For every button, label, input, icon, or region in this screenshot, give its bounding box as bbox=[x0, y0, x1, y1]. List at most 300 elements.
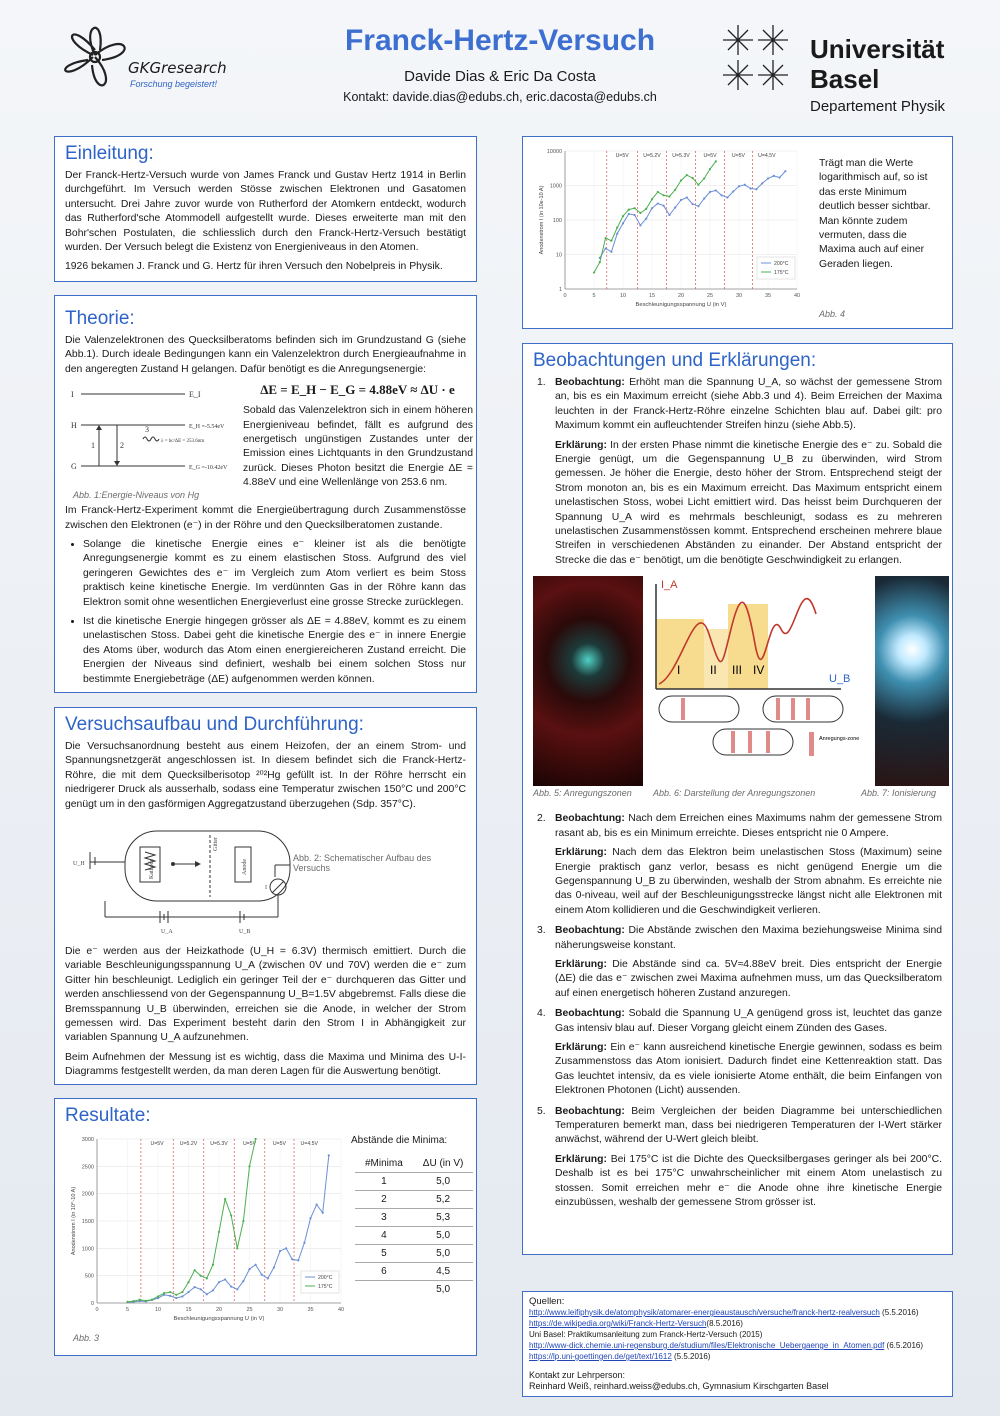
x-axis-label: Beschleunigungsspannung U (in V) bbox=[635, 302, 727, 308]
source-line bbox=[529, 1307, 946, 1318]
data-point bbox=[744, 184, 746, 186]
source-line bbox=[529, 1351, 946, 1362]
interval-annotation: U=5V bbox=[731, 153, 745, 159]
data-point bbox=[212, 1264, 214, 1266]
data-point bbox=[721, 194, 723, 196]
item-number: 4. bbox=[537, 1008, 546, 1020]
figure-caption: Abb. 5: Anregungszonen bbox=[533, 788, 632, 799]
table-cell: 5,2 bbox=[413, 1191, 474, 1209]
paragraph: 1926 bekamen J. Franck und G. Hertz für ihren Versuch den Nobelpreis in Physik. bbox=[65, 261, 443, 273]
legend-label: 200°C bbox=[774, 261, 789, 267]
table-row bbox=[355, 1263, 473, 1281]
item-number: 1. bbox=[537, 377, 546, 388]
table-cell: 2 bbox=[355, 1191, 413, 1209]
section-aufbau bbox=[54, 707, 477, 1085]
data-point bbox=[639, 224, 641, 226]
obs-label: Beobachtung: bbox=[555, 813, 625, 825]
list-item bbox=[533, 1007, 942, 1098]
figure-caption: Abb. 4 bbox=[819, 309, 846, 319]
unibas-line1: Universität bbox=[810, 34, 945, 64]
obs-label: Beobachtung: bbox=[555, 925, 625, 937]
data-point bbox=[622, 215, 624, 217]
x-tick-label: 5 bbox=[125, 1307, 130, 1313]
chart-linear-svg bbox=[67, 1133, 349, 1333]
data-point bbox=[599, 261, 601, 263]
erk-text: Die Abstände sind ca. 5V≈4.88eV breit. Dies entspricht der Energie (ΔE) die das e⁻ zwischen zwei Maxima aufnehmen muss, um das Quecksilberatom auf einen energetisch höheren Zustand anzuregen. bbox=[555, 958, 942, 999]
table-cell: 4,5 bbox=[413, 1263, 474, 1281]
data-point bbox=[212, 1289, 214, 1291]
y-tick-label: 500 bbox=[84, 1273, 94, 1280]
data-point bbox=[248, 1268, 250, 1270]
x-tick-label: 15 bbox=[185, 1307, 192, 1313]
data-point bbox=[169, 1291, 171, 1293]
logo-name: GKGresearch bbox=[128, 59, 227, 77]
data-point bbox=[175, 1294, 177, 1296]
obs-label: Beobachtung: bbox=[555, 377, 625, 388]
section-title: Einleitung: bbox=[65, 143, 154, 164]
source-line bbox=[529, 1340, 946, 1351]
paragraph: Sobald das Valenzelektron sich in einem höheren Energieniveau befindet, fällt es aufgrund des energetisch ungünstigen Zustandes unter der Emission eines Lichtquants in den Grundzustand zurück. Dieses Photon besitzt die Energie ΔE = 4.88eV und eine Wellenlänge von 253.6 nm. bbox=[243, 405, 473, 489]
data-point bbox=[309, 1217, 311, 1219]
data-point bbox=[218, 1231, 220, 1233]
data-point bbox=[236, 1247, 238, 1249]
obs-text: Sobald die Spannung U_A genügend gross ist, leuchtet das ganze Gas intensiv blau auf. Dieser Vorgang gleicht einem Zünden des Gases. bbox=[555, 1008, 942, 1034]
data-point bbox=[157, 1295, 159, 1297]
erk-label: Erklärung: bbox=[555, 958, 607, 970]
table-cell bbox=[355, 1281, 413, 1299]
section-title: Beobachtungen und Erklärungen: bbox=[533, 350, 817, 371]
data-point bbox=[605, 247, 607, 249]
data-point bbox=[605, 237, 607, 239]
source-date: (5.5.2016) bbox=[671, 1352, 711, 1361]
legend-label: 175°C bbox=[774, 270, 789, 276]
data-point bbox=[230, 1286, 232, 1288]
i-label: I bbox=[265, 885, 267, 892]
obs-text: Erhöht man die Spannung U_A, so wächst der gemessene Strom an, bis es ein Maximum erreicht (siehe Abb.3 und 4). Beim Erreichen der Maxima leuchten in der Franck-Hertz-Röhre einzelne Schichten blau auf. Dabei gilt: pro Maximum kommt ein aufleuchtender Streifen hinzu (siehe Abb.5). bbox=[555, 377, 943, 432]
data-point bbox=[628, 213, 630, 215]
paragraph: Trägt man die Werte logarithmisch auf, so ist das erste Minimum deutlich besser sichtbar. Man könnte zudem vermuten, dass die Maxima auch auf einer Geraden liegen. bbox=[819, 158, 931, 270]
table-cell: 5,0 bbox=[436, 1284, 451, 1295]
item-number: 5. bbox=[537, 1105, 546, 1117]
erk-label: Erklärung: bbox=[555, 1153, 607, 1165]
list-item bbox=[533, 924, 942, 1001]
figure-caption: Abb. 6: Darstellung der Anregungszonen bbox=[653, 788, 816, 799]
logo-tagline: Forschung begeistert! bbox=[130, 79, 218, 89]
table-cell: 5,3 bbox=[413, 1209, 474, 1227]
y-tick-label: 10 bbox=[555, 252, 562, 259]
erk-text: Nach dem das Elektron beim unelastischen Stoss (Maximum) seine Energie praktisch ganz verlor, besass es nicht genügend Energie um die Gegenspannung U_B zu überwinden, weshalb der Strom abnahm. Es erreichte nie das 0-niveau, weil auf der Beschleunigungsstrecke längst nicht alle Elektronen mit einem Atom kollidieren und die Geschwindigkeit verlieren. bbox=[555, 847, 943, 916]
contact-title: Kontakt zur Lehrperson: bbox=[529, 1370, 626, 1380]
data-point bbox=[732, 190, 734, 192]
data-point bbox=[230, 1214, 232, 1216]
table-cell: 3 bbox=[355, 1209, 413, 1227]
data-point bbox=[645, 208, 647, 210]
list-item: • Solange die kinetische Energie eines e⁻ kleiner ist als die benötigte Anregungsenergie kommt es zu einem elastischen Stoss. Aufgrund des viel geringeren Gewichtes des e⁻ im Vergleich zum Atom verliert es beim Stoss praktisch keine kinetische Energie. Im verdünnten Gas in der Röhre kann das Elektron somit ohne wesentlichen Energieverlust eine grosse Strecke zurücklegen. bbox=[83, 538, 466, 610]
x-tick-label: 30 bbox=[735, 293, 743, 299]
data-point bbox=[187, 1281, 189, 1283]
photo-anregungszonen bbox=[533, 576, 643, 786]
x-tick-label: 40 bbox=[793, 293, 801, 299]
paragraph: Die e⁻ werden aus der Heizkathode (U_H = 6.3V) thermisch emittiert. Durch die variable Beschleunigungsspannung U_A (zwischen 0V und 70V) werden die e⁻ zum Gitter hin beschleunigt. Lediglich ein geringer Teil der e⁻ durchqueren das Gitter und werden anschliessend von der Gegenspannung U_B=1.5V abgebremst. Falls diese die Bremsspannung U_B überwinden, erreichen sie die Anode, in welcher der Strom gemessen wird. Das Experiment besteht darin den Strom I in Abhängigkeit zur variablen Spannung U_A aufzunehmen. bbox=[65, 946, 466, 1044]
paragraph: Die Valenzelektronen des Quecksilberatoms befinden sich im Grundzustand G (siehe Abb.1). Durch ideale Bedingungen kann ein Valenzelektron durch Energieaufnahme in den angeregten Zustand H gelangen. Dafür benötigt es die Anregungsenergie: bbox=[65, 335, 466, 375]
series-line bbox=[128, 1139, 256, 1302]
data-point bbox=[610, 240, 612, 242]
data-point bbox=[668, 214, 670, 216]
item-number: 2. bbox=[537, 813, 546, 825]
y-tick-label: 1500 bbox=[81, 1219, 94, 1225]
data-point bbox=[285, 1247, 287, 1249]
data-point bbox=[303, 1242, 305, 1244]
x-tick-label: 35 bbox=[764, 293, 772, 299]
data-point bbox=[703, 197, 705, 199]
anode-label: Anode bbox=[242, 859, 248, 876]
section-theorie bbox=[54, 295, 477, 693]
data-point bbox=[255, 1138, 257, 1140]
interval-annotation: U=5.3V bbox=[672, 153, 690, 159]
data-point bbox=[261, 1273, 263, 1275]
arrow-2: 2 bbox=[120, 441, 124, 451]
data-point bbox=[651, 198, 653, 200]
setup-schematic bbox=[65, 817, 466, 945]
data-point bbox=[634, 207, 636, 209]
paragraph: Die Versuchsanordnung besteht aus einem Heizofen, der an einem Strom- und Spannungsnetzgerät angeschlossen ist. In diesem befindet sich die Franck-Hertz-Röhre, die mit dem Quecksilberisotop ²⁰²Hg gefüllt ist. In der Röhre herrscht ein niedrigerer Druck als ausserhalb, sodass eine Temperatur zwischen 150°C und 200°C genügt um in den gasförmigen Aggregatzustand überzugehen (Sdp. 357°C). bbox=[65, 741, 466, 810]
data-point bbox=[761, 182, 763, 184]
minima-table-title: Abstände die Minima: bbox=[351, 1135, 448, 1146]
zone-label: Anregungs-zone bbox=[819, 736, 860, 743]
photo-ionisierung bbox=[875, 576, 949, 786]
y-axis-label: Anodenstrom I (in 10e-10 A) bbox=[539, 185, 545, 255]
data-point bbox=[738, 185, 740, 187]
data-point bbox=[651, 207, 653, 209]
data-point bbox=[726, 196, 728, 198]
data-point bbox=[218, 1281, 220, 1283]
data-point bbox=[692, 177, 694, 179]
data-point bbox=[267, 1277, 269, 1279]
data-point bbox=[194, 1286, 196, 1288]
data-point bbox=[697, 184, 699, 186]
interval-annotation: U=5V bbox=[272, 1141, 286, 1147]
arrow-3: 3 bbox=[145, 425, 149, 435]
x-tick-label: 35 bbox=[307, 1307, 314, 1313]
paragraph: Der Franck-Hertz-Versuch wurde von James Franck und Gustav Hertz 1914 in Berlin durchgeführt. Im Versuch werden Stösse zwischen Elektronen und Gasatomen untersucht. Drei Jahre zuvor wurde von Rutherford der Atomkern entdeckt, wodurch das Rutherford'sche Atommodell aufgestellt wurde. Dieses erweiterte man mit den Bohr'schen Postulaten, die schliesslich durch den Franck-Hertz-Versuch bestätigt wurden. Der Versuch belegt die Existenz von Energieniveaus in den Atomen. bbox=[65, 170, 466, 254]
paragraph: Im Franck-Hertz-Experiment kommt die Energieübertragung durch Zusammenstösse zwischen den Elektronen (e⁻) in der Röhre und den Quecksilberatomen zustande. bbox=[65, 505, 466, 531]
x-tick-label: 5 bbox=[592, 293, 596, 299]
logo-unibas bbox=[718, 20, 988, 120]
x-tick-label: 25 bbox=[246, 1307, 253, 1313]
x-tick-label: 30 bbox=[276, 1307, 284, 1313]
data-point bbox=[224, 1198, 226, 1200]
data-point bbox=[194, 1269, 196, 1271]
department: Departement Physik bbox=[810, 98, 946, 115]
interval-annotation: U=4.5V bbox=[300, 1141, 319, 1147]
arrow-1: 1 bbox=[91, 441, 95, 451]
zone-III: III bbox=[732, 663, 743, 678]
level-H: H bbox=[71, 421, 77, 431]
kathode-label: Kathode bbox=[149, 858, 155, 880]
data-point bbox=[692, 203, 694, 205]
x-tick-label: 10 bbox=[619, 293, 627, 299]
data-point bbox=[663, 205, 665, 207]
data-point bbox=[709, 168, 711, 170]
data-point bbox=[322, 1212, 324, 1214]
legend-label: 200°C bbox=[318, 1275, 333, 1281]
data-point bbox=[187, 1291, 189, 1293]
list-item bbox=[533, 376, 942, 568]
erk-label: Erklärung: bbox=[555, 1041, 607, 1053]
observation-list bbox=[533, 812, 942, 1210]
data-point bbox=[639, 212, 641, 214]
section-resultate bbox=[54, 1098, 477, 1356]
data-point bbox=[668, 195, 670, 197]
table-cell: 5,0 bbox=[413, 1173, 474, 1191]
source-link[interactable]: https://lp.uni-goettingen.de/get/text/1612 bbox=[529, 1352, 672, 1361]
logo-gkg bbox=[50, 15, 230, 100]
ub-label: U_B bbox=[829, 673, 851, 686]
minima-table bbox=[355, 1155, 473, 1298]
data-point bbox=[248, 1165, 250, 1167]
y-tick-label: 100 bbox=[552, 218, 562, 224]
energy-level-figure bbox=[65, 382, 235, 504]
uh-label: U_H bbox=[73, 861, 85, 868]
section-abb4 bbox=[522, 136, 953, 329]
data-point bbox=[773, 175, 775, 177]
data-point bbox=[674, 206, 676, 208]
data-point bbox=[181, 1295, 183, 1297]
data-point bbox=[224, 1278, 226, 1280]
data-point bbox=[169, 1295, 171, 1297]
figure-caption: Abb. 3 bbox=[73, 1333, 100, 1343]
data-point bbox=[273, 1266, 275, 1268]
data-point bbox=[645, 217, 647, 219]
source-link[interactable]: http://www.leifiphysik.de/atomphysik/atomarer-energieaustausch/versuche/franck-hertz-realversuch bbox=[529, 1308, 880, 1317]
interval-annotation: U=5V bbox=[150, 1141, 164, 1147]
x-tick-label: 20 bbox=[215, 1307, 223, 1313]
obs-text: Die Abstände zwischen den Maxima beziehungsweise Minima sind näherungsweise konstant. bbox=[555, 925, 943, 951]
table-row bbox=[355, 1191, 473, 1209]
data-point bbox=[715, 160, 717, 162]
y-tick-label: 1000 bbox=[549, 183, 562, 190]
series-line bbox=[594, 161, 716, 272]
data-point bbox=[316, 1204, 318, 1206]
zone-II: II bbox=[710, 663, 717, 678]
erk-text: Bei 175°C ist die Dichte des Quecksilbergases geringer als bei 200°C. Deshalb ist es bei 175°C unwahrscheinlicher mit einem Atom unelastisch zu stossen. Somit erreichen mehr e⁻ die Anode ohne ihre kinetische Energie einzubüssen, weshalb der gemessene Strom grösser ist. bbox=[555, 1153, 942, 1209]
table-cell: 5 bbox=[355, 1245, 413, 1263]
contact: Kontakt: davide.dias@edubs.ch, eric.dacosta@edubs.ch bbox=[343, 90, 657, 104]
quellen-title: Quellen: bbox=[529, 1296, 565, 1307]
photon-label: λ = hc/ΔE = 253.6nm bbox=[161, 439, 205, 445]
item-number: 3. bbox=[537, 925, 546, 937]
data-point bbox=[145, 1300, 147, 1302]
figure-row bbox=[533, 574, 942, 804]
section-beobachtungen bbox=[522, 343, 953, 1255]
x-tick-label: 10 bbox=[154, 1307, 162, 1313]
data-point bbox=[686, 174, 688, 176]
erk-label: Erklärung: bbox=[555, 439, 607, 451]
data-point bbox=[715, 189, 717, 191]
data-point bbox=[200, 1275, 202, 1277]
source-link[interactable]: http://www-dick.chemie.uni-regensburg.de/studium/files/Elektronische_Uebergaenge_in_Atomen.pdf bbox=[529, 1341, 885, 1350]
ua-label: U_A bbox=[161, 929, 173, 936]
data-point bbox=[181, 1291, 183, 1293]
x-tick-label: 0 bbox=[563, 293, 567, 299]
source-line bbox=[529, 1329, 946, 1340]
source-date: (8.5.2016) bbox=[706, 1319, 743, 1328]
obs-text: Beim Vergleichen der beiden Diagramme bei unterschiedlichen Temperaturen bemerkt man, dass bei niedrigeren Temperaturen der I-Wert stärker anwächst, während der U-Wert gleich bleibt. bbox=[555, 1105, 943, 1146]
unibas-line2: Basel bbox=[810, 64, 880, 94]
table-cell: 1 bbox=[355, 1173, 413, 1191]
x-tick-label: 40 bbox=[337, 1307, 345, 1313]
data-point bbox=[242, 1280, 244, 1282]
x-axis-label: Beschleunigungsspannung U (in V) bbox=[173, 1316, 265, 1322]
teacher-contact: Reinhard Weiß, reinhard.weiss@edubs.ch, Gymnasium Kirschgarten Basel bbox=[529, 1381, 829, 1391]
data-point bbox=[133, 1300, 135, 1302]
data-point bbox=[657, 191, 659, 193]
data-point bbox=[139, 1299, 141, 1301]
data-point bbox=[697, 205, 699, 207]
list-item bbox=[533, 1105, 942, 1211]
page-title: Franck-Hertz-Versuch bbox=[344, 24, 656, 57]
data-point bbox=[126, 1301, 128, 1303]
series-line bbox=[600, 171, 786, 258]
list-item: • Ist die kinetische Energie hingegen grösser als ΔE = 4.88eV, kommt es zu einem unelastischen Stoss. Dabei geht die kinetische Energie des e⁻ in innere Energie des Atoms über, wodurch das Atom einen energiereicheren Zustand erreicht. Die Energien der Niveaus sind definiert, weshalb bei einem solchen Stoss nur bestimmte Energiebeträge (ΔE) aufgenommen werden können. bbox=[83, 615, 466, 687]
interval-annotation: U=5V bbox=[703, 153, 717, 159]
erk-text: In der ersten Phase nimmt die kinetische Energie des e⁻ zu. Sobald die Energie genügt, um die Gegenspannung U_B zu überwinden, wird Strom gemessen. Je höher die Energie, desto höher der Strom. Entsprechend steigt der Strom monoton an, bis es ein Maximum erreicht. Das Maximum entspricht einem unelastischen Stoss, wobei Licht emittiert wird. Das heisst beim Durchqueren der Spannung U_A wird es mehrmals beschleunigt, sodass es zu mehreren unelastischen Zusammenstössen kommt. Entsprechend erscheinen mehrere blaue Streifen in verschiedenen Abständen zu einander. Der Abstand entspricht der Strecke die das e⁻ benötigt, um die benötigte Geschwindigkeit zu erlangen. bbox=[555, 439, 942, 566]
list-item bbox=[533, 812, 942, 918]
obs-label: Beobachtung: bbox=[555, 1105, 625, 1117]
data-point bbox=[784, 170, 786, 172]
x-tick-label: 20 bbox=[677, 293, 685, 299]
anregungszonen-diagram bbox=[651, 574, 860, 784]
obs-label: Beobachtung: bbox=[555, 1008, 625, 1020]
data-point bbox=[291, 1258, 293, 1260]
level-I: I bbox=[71, 390, 74, 400]
level-G: G bbox=[71, 462, 77, 472]
x-tick-label: 25 bbox=[706, 293, 714, 299]
table-cell: 4 bbox=[355, 1227, 413, 1245]
chart-log-svg bbox=[529, 145, 811, 325]
data-point bbox=[657, 202, 659, 204]
table-row bbox=[355, 1281, 473, 1299]
observation-list bbox=[533, 376, 942, 568]
figure-caption: Abb. 2: Schematischer Aufbau des Versuchs bbox=[293, 853, 432, 874]
figure-caption: Abb. 7: Ionisierung bbox=[861, 788, 937, 799]
source-line bbox=[529, 1318, 946, 1329]
data-point bbox=[750, 187, 752, 189]
zone-IV: IV bbox=[753, 663, 765, 678]
data-point bbox=[593, 271, 595, 273]
data-point bbox=[616, 227, 618, 229]
section-quellen bbox=[522, 1291, 953, 1397]
unibas-emblem-icon bbox=[718, 20, 798, 95]
data-point bbox=[680, 199, 682, 201]
data-point bbox=[610, 251, 612, 253]
data-point bbox=[200, 1288, 202, 1290]
interval-annotation: U=4.5V bbox=[758, 153, 776, 159]
section-einleitung bbox=[54, 136, 477, 282]
x-tick-label: 15 bbox=[648, 293, 656, 299]
erk-label: Erklärung: bbox=[555, 847, 607, 859]
authors: Davide Dias & Eric Da Costa bbox=[404, 68, 596, 85]
y-tick-label: 0 bbox=[90, 1301, 94, 1307]
paragraph: Beim Aufnehmen der Messung ist es wichtig, dass die Maxima und Minima des U-I-Diagramms festgestellt werden, da man deren Lagen für die Auswertung benötigt. bbox=[65, 1051, 466, 1078]
y-tick-label: 2500 bbox=[81, 1164, 94, 1171]
data-point bbox=[236, 1288, 238, 1290]
data-point bbox=[709, 191, 711, 193]
data-point bbox=[242, 1220, 244, 1222]
table-row bbox=[355, 1245, 473, 1263]
interval-annotation: U=5V bbox=[615, 153, 629, 159]
table-cell: 5,0 bbox=[413, 1245, 474, 1263]
chart-linear bbox=[67, 1133, 349, 1333]
data-point bbox=[703, 177, 705, 179]
data-point bbox=[255, 1264, 257, 1266]
data-point bbox=[279, 1250, 281, 1252]
data-point bbox=[206, 1277, 208, 1279]
data-point bbox=[634, 214, 636, 216]
y-tick-label: 1000 bbox=[81, 1246, 94, 1253]
level-EG: E_G =-10.42eV bbox=[189, 465, 228, 472]
level-EI: E_I bbox=[189, 390, 201, 400]
flower-icon bbox=[50, 15, 140, 100]
data-point bbox=[686, 196, 688, 198]
data-point bbox=[175, 1297, 177, 1299]
source-date: (5.5.2016) bbox=[879, 1308, 919, 1317]
table-row bbox=[355, 1209, 473, 1227]
ia-label: I_A bbox=[661, 579, 678, 592]
obs-text: Nach dem Erreichen eines Maximums nahm der gemessene Strom rasant ab, bis es ein Minimum erreichte. Dieses entspricht nie 0 Ampere. bbox=[555, 813, 942, 839]
x-tick-label: 0 bbox=[95, 1307, 99, 1313]
zone-I: I bbox=[677, 663, 681, 678]
gitter-label: Gitter bbox=[213, 837, 219, 852]
collision-list bbox=[65, 538, 466, 687]
chart-log bbox=[529, 145, 811, 325]
legend-label: 175°C bbox=[318, 1284, 333, 1290]
data-point bbox=[674, 189, 676, 191]
data-point bbox=[206, 1293, 208, 1295]
interval-annotation: U=5V bbox=[242, 1141, 257, 1147]
interval-annotation: U=5.2V bbox=[179, 1141, 198, 1147]
data-point bbox=[151, 1299, 153, 1301]
source-text: Uni Basel: Praktikumsanleitung zum Franck-Hertz-Versuch (2015) bbox=[529, 1330, 763, 1339]
y-tick-label: 3000 bbox=[81, 1137, 94, 1143]
y-tick-label: 2000 bbox=[81, 1191, 94, 1198]
source-link[interactable]: https://de.wikipedia.org/wiki/Franck-Hertz-Versuch bbox=[529, 1319, 707, 1328]
data-point bbox=[163, 1292, 165, 1294]
interval-annotation: U=5.3V bbox=[210, 1141, 228, 1147]
level-EH: E_H =-5.54eV bbox=[189, 424, 225, 431]
data-point bbox=[663, 194, 665, 196]
section-title: Theorie: bbox=[65, 308, 135, 329]
energy-formula: ΔE = E_H − E_G = 4.88eV ≈ ΔU · e bbox=[260, 382, 455, 398]
erk-text: Ein e⁻ kann ausreichend kinetische Energie gewinnen, sodass es beim Zusammenstoss das Atom ionisiert. Dadurch findet eine Kettenreaktion statt. Das Gas leuchtet intensiv, da es viele ionisierte Atome enthält, die beim Einfangen von Elektronen Photonen (Licht) aussenden. bbox=[555, 1041, 943, 1097]
table-cell: 5,0 bbox=[413, 1227, 474, 1245]
theory-figure-row bbox=[65, 382, 473, 504]
source-date: (6.5.2016) bbox=[884, 1341, 924, 1350]
interval-annotation: U=5.2V bbox=[643, 153, 661, 159]
table-row bbox=[355, 1227, 473, 1245]
table-header: #Minima bbox=[355, 1155, 413, 1173]
table-cell: 6 bbox=[355, 1263, 413, 1281]
data-point bbox=[328, 1154, 330, 1156]
ub-label: U_B bbox=[239, 929, 251, 936]
data-point bbox=[755, 188, 757, 190]
data-point bbox=[616, 233, 618, 235]
y-tick-label: 1 bbox=[558, 287, 562, 293]
data-point bbox=[297, 1259, 299, 1261]
data-point bbox=[779, 176, 781, 178]
y-tick-label: 10000 bbox=[546, 149, 562, 155]
section-title: Versuchsaufbau und Durchführung: bbox=[65, 714, 364, 735]
